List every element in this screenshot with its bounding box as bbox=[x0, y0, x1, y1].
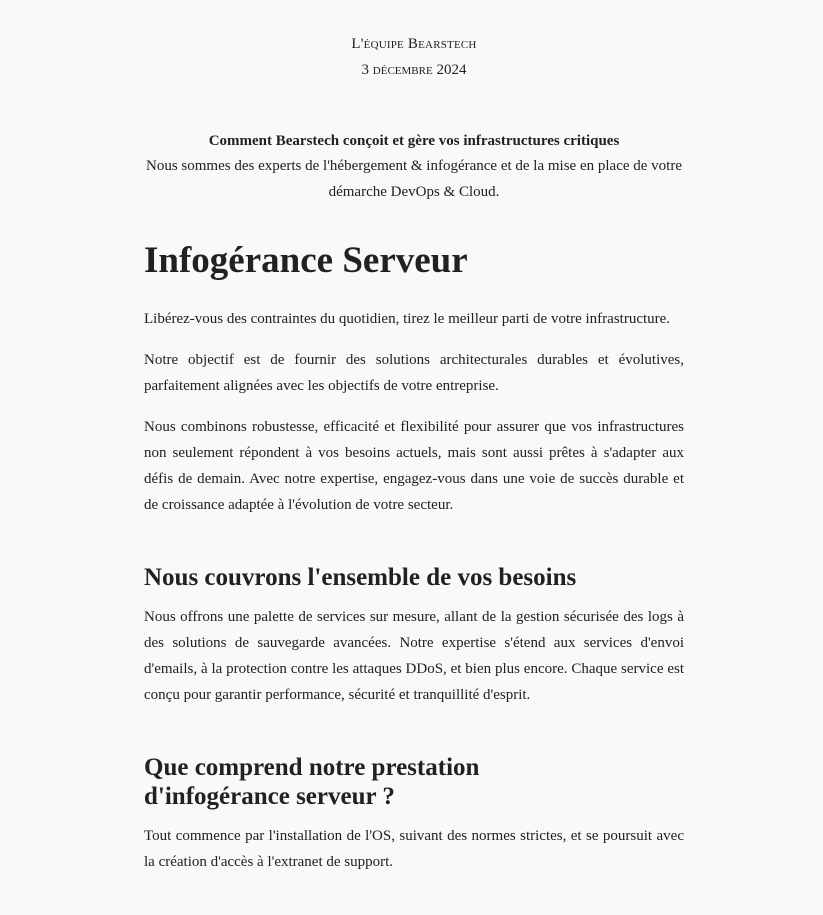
section-heading: Que comprend notre prestation d'infogérance serveur ? bbox=[144, 754, 480, 810]
paragraph: Tout commence par l'installation de l'OS, suivant des normes strictes, et se poursuit avec la création d'accès à l'extranet de support. bbox=[144, 828, 684, 870]
abstract bbox=[144, 130, 684, 205]
date: 3 décembre 2024 bbox=[361, 62, 467, 78]
paragraph: Notre objectif est de fournir des solutions architecturales durables et évolutives, parfaitement alignées avec les objectifs de votre entreprise. bbox=[144, 352, 684, 394]
paragraph: Libérez-vous des contraintes du quotidien, tirez le meilleur parti de votre infrastructure. bbox=[144, 311, 671, 327]
paragraph: Nous combinons robustesse, efficacité et flexibilité pour assurer que vos infrastructures non seulement répondent à vos besoins actuels, mais sont aussi prêtes à s'adapter aux défis de demain. Avec notre expertise, engagez-vous dans une voie de succès durable et de croissance adaptée à l'évolution de votre secteur. bbox=[144, 419, 684, 513]
abstract-title: Comment Bearstech conçoit et gère vos infrastructures critiques bbox=[208, 133, 620, 149]
abstract-text: Nous sommes des experts de l'hébergement & infogérance et de la mise en place de votre démarche DevOps & Cloud. bbox=[146, 158, 682, 200]
author: L'équipe Bearstech bbox=[351, 36, 477, 52]
document-page bbox=[144, 0, 684, 875]
paragraph: Nous offrons une palette de services sur mesure, allant de la gestion sécurisée des logs à des solutions de sauvegarde avancées. Notre expertise s'étend aux services d'envoi d'emails, à la protection contre les attaques DDoS, et bien plus encore. Chaque service est conçu pour garantir performance, sécurité et tranquillité d'esprit. bbox=[144, 609, 684, 703]
article-title: Infogérance Serveur bbox=[144, 240, 468, 281]
document-header bbox=[144, 0, 684, 80]
section-heading: Nous couvrons l'ensemble de vos besoins bbox=[144, 564, 577, 591]
